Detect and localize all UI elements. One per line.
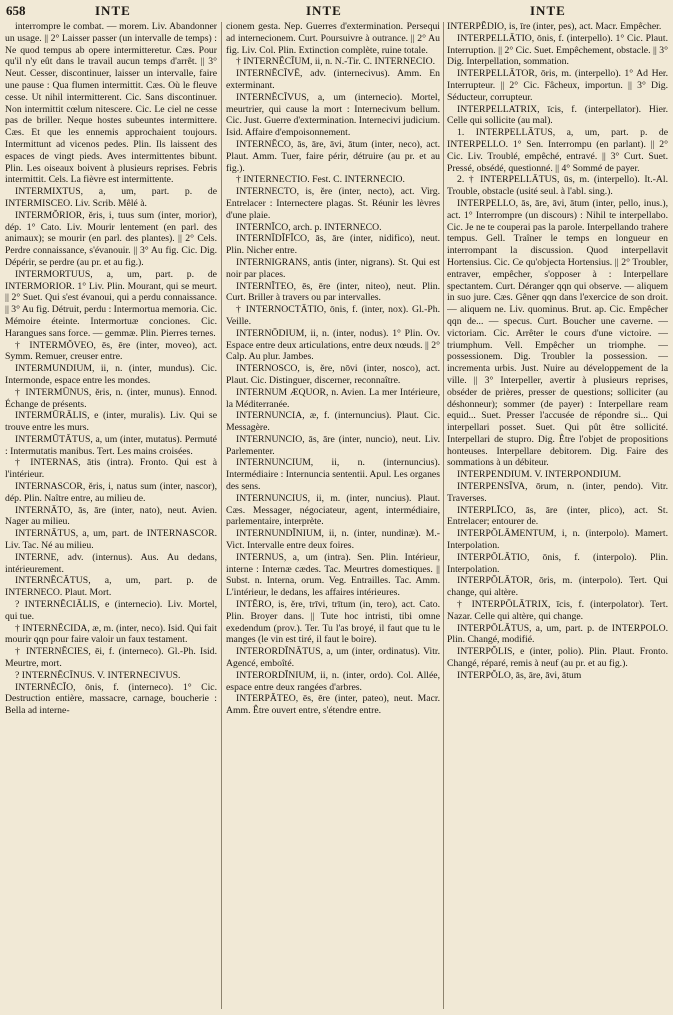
dictionary-entry: ? INTERNĔCĪNUS. V. INTERNECIVUS. [15, 669, 181, 681]
dictionary-entry: INTERNUM ÆQUOR, n. Avien. La mer Intérieure, la Méditerranée. [226, 386, 440, 410]
dictionary-entry: † INTERNAS, ātis (intra). Fronto. Qui est à l'intérieur. [5, 457, 217, 481]
page-header [0, 0, 673, 20]
column-divider [221, 22, 222, 1009]
dictionary-entry: INTERPENDIUM. V. INTERPONDIUM. [457, 469, 622, 481]
dictionary-entry: INTERNE, adv. (internus). Aus. Au dedans, intérieurement. [5, 551, 217, 575]
dictionary-entry: INTERNECTO, is, ĕre (inter, necto), act. Virg. Entrelacer : Internectere plagas. St. Réunir les lèvres d'une plaie. [226, 186, 440, 221]
page-number: 658 [6, 3, 26, 18]
dictionary-entry: INTERPŌLĀTUS, a, um, part. p. de INTERPOLO. Plin. Changé, modifié. [447, 622, 668, 646]
dictionary-entry: 2. † INTERPELLĀTUS, ūs, m. (interpello). It.-Al. Trouble, obstacle (usité seul. à l'abl. sing.). [447, 174, 668, 198]
dictionary-entry: † INTERNĔCIES, ēi, f. (interneco). Gl.-Ph. Isid. Meurtre, mort. [5, 646, 217, 670]
dictionary-entry: † INTERNĔCIDA, æ, m. (inter, neco). Isid. Qui fait mourir qqn pour faire valoir un faux testament. [5, 622, 217, 646]
dictionary-entry: † INTERMŪNUS, ĕris, n. (inter, munus). Ennod. Échange de présents. [5, 386, 217, 410]
dictionary-entry: INTERORDĬNĀTUS, a, um (inter, ordinatus). Vitr. Agencé, emboîté. [226, 646, 440, 670]
dictionary-entry: INTERNUS, a, um (intra). Sen. Plin. Intérieur, interne : Internæ cædes. Tac. Meurtres domestiques. || Subst. n. Interna, orum. Veg. Entrailles. Tac. Amm. L'intérieur, le dedans, les affaires intérieures. [226, 551, 440, 599]
dictionary-entry: INTERNUNDĬNIUM, ii, n. (inter, nundinæ). M.-Vict. Intervalle entre deux foires. [226, 528, 440, 552]
dictionary-entry: INTERNĔCĪVĒ, adv. (internecivus). Amm. En exterminant. [226, 68, 440, 91]
dictionary-entry: † INTERNĔCĪUM, ii, n. N.-Tir. C. INTERNECIO. [236, 56, 436, 68]
dictionary-entry: INTERMŎRIOR, ĕris, i, tuus sum (inter, morior), dép. 1° Cato. Liv. Mourir lentement (en parl. des animaux); se mourir (en parl. des plantes). || 2° Cels. Perdre connaissance, s'évanouir. || 3° Au fig. Cic. Dig. Dépérir, se perdre (au pr. et au fig.). [5, 209, 217, 268]
dictionary-entry: INTERPELLATRIX, īcis, f. (interpellator). Hier. Celle qui sollicite (au mal). [447, 103, 668, 127]
running-head-left: INTE [95, 3, 131, 18]
dictionary-entry: INTERMUNDIUM, ii, n. (inter, mundus). Cic. Intermonde, espace entre les mondes. [5, 363, 217, 386]
dictionary-entry: INTERNĬCO, arch. p. INTERNECO. [236, 221, 382, 233]
dictionary-entry: INTERPŎLIS, e (inter, polio). Plin. Plaut. Fronto. Changé, réparé, remis à neuf (au pr. et au fig.). [447, 646, 668, 670]
dictionary-entry: INTERNUNCIO, ās, āre (inter, nuncio), neut. Liv. Parlementer. [226, 433, 440, 457]
column-2 [226, 21, 440, 1011]
dictionary-entry: † INTERMŎVEO, ēs, ēre (inter, moveo), act. Symm. Remuer, creuser entre. [5, 339, 217, 363]
dictionary-entry: INTERNUNCIA, æ, f. (internuncius). Plaut. Cic. Messagère. [226, 410, 440, 434]
dictionary-entry: INTERNĬTEO, ēs, ēre (inter, niteo), neut. Plin. Curt. Briller à travers ou par intervalles. [226, 280, 440, 304]
dictionary-entry: 1. INTERPELLĀTUS, a, um, part. p. de INTERPELLO. 1° Sen. Interrompu (en parlant). || 2° Cic. Liv. Troublé, empêché, entravé. || 3° Curt. Suet. Pressé, obsédé, questionné. || 4° Sommé de payer. [447, 127, 668, 174]
dictionary-entry: INTERNŌDIUM, ii, n. (inter, nodus). 1° Plin. Ov. Espace entre deux articulations, entre deux nœuds. || 2° Calp. Au plur. Jambes. [226, 327, 440, 363]
dictionary-entry: INTERNOSCO, is, ĕre, nōvi (inter, nosco), act. Plaut. Cic. Distinguer, discerner, reconnaître. [226, 363, 440, 386]
dictionary-entry: † INTERPŌLĀTRIX, īcis, f. (interpolator). Tert. Nazar. Celle qui altère, qui change. [447, 599, 668, 622]
dictionary-entry: INTERORDĬNIUM, ii, n. (inter, ordo). Col. Allée, espace entre deux rangées d'arbres. [226, 669, 440, 693]
dictionary-entry: INTERPŎLO, ās, āre, āvi, ātum [457, 669, 582, 681]
dictionary-entry: INTERNUNCIUS, ii, m. (inter, nuncius). Plaut. Cæs. Messager, négociateur, agent, intermédiaire, parlementaire, interprète. [226, 492, 440, 528]
dictionary-entry: INTERPŌLĀTOR, ōris, m. (interpolo). Tert. Qui change, qui altère. [447, 575, 668, 599]
dictionary-entry: INTERNĀTO, ās, āre (inter, nato), neut. Avien. Nager au milieu. [5, 504, 217, 528]
dictionary-entry: INTERNĔCĪVUS, a, um (internecio). Mortel, meurtrier, qui cause la mort : Internecivum bellum. Cic. Just. Guerre d'extermination. Internecivi judicium. Isid. Affaire d'empoisonnement. [226, 91, 440, 139]
running-head-center: INTE [306, 3, 342, 18]
dictionary-entry: INTERNIGRANS, antis (inter, nigrans). St. Qui est noir par places. [226, 256, 440, 280]
dictionary-entry: INTERNĪDĬFĬCO, ās, āre (inter, nidifico), neut. Plin. Nicher entre. [226, 233, 440, 257]
dictionary-entry: † INTERNOCTĀTIO, ōnis, f. (inter, nox). Gl.-Ph. Veille. [226, 304, 440, 327]
dictionary-entry: ? INTERNĔCIĀLIS, e (internecio). Liv. Mortel, qui tue. [5, 599, 217, 622]
dictionary-entry: † INTERNECTIO. Fest. C. INTERNECIO. [236, 174, 405, 186]
dictionary-entry: INTERPELLĀTIO, ōnis, f. (interpello). 1° Cic. Plaut. Interruption. || 2° Cic. Suet. Empêchement, obstacle. || 3° Dig. Interpellation, sommation. [447, 32, 668, 68]
dictionary-entry: INTERPENSĪVA, ōrum, n. (inter, pendo). Vitr. Traverses. [447, 481, 668, 504]
running-head-right: INTE [530, 3, 566, 18]
column-divider [443, 22, 444, 1009]
dictionary-entry: INTĔRO, is, ĕre, trīvi, trītum (in, tero), act. Cato. Plin. Broyer dans. || Tute hoc intristi, tibi omne exedendum (prov.). Ter. Tu l'as broyé, il faut que tu le manges (le vin est tiré, il faut le boire). [226, 599, 440, 646]
dictionary-entry: INTERNĔCO, ās, āre, āvi, ātum (inter, neco), act. Plaut. Amm. Tuer, faire périr, détruire (au pr. et au fig.). [226, 138, 440, 174]
dictionary-entry: INTERMORTUUS, a, um, part. p. de INTERMORIOR. 1° Liv. Plin. Mourant, qui se meurt. || 2° Suet. Qui s'est évanoui, qui a perdu connaissance. || 3° Au fig. Détruit, perdu : Intermortua memoria. Cic. Mémoire éteinte. Intermortuæ conciones. Cic. Harangues sans force. — gemmæ. Plin. Pierres ternes. [5, 268, 217, 339]
dictionary-entry: INTERNUNCIUM, ii, n. (internuncius). Intermédiaire : Internuncia sententii. Apul. Les organes des sens. [226, 457, 440, 493]
dictionary-entry: INTERPELLO, ās, āre, āvi, ātum (inter, pello, inus.), act. 1° Interrompre (un discours) : Nihil te interpellabo. Cic. Je ne te couperai pas la parole. Interpellando trahere tempus. Gell. Traîner le temps en longueur en interrompant la discussion. Quod interpellavit Hortensius. Cic. Ce qu'objecta Hortensius. || 2° Troubler, entraver, empêcher, s'opposer à : Interpellare spectantem. Curt. Déranger qqn qui observe. — aliquem in suo jure. Cæs. Gêner qqn dans l'exercice de son droit. — aliquem ne. Liv. quominus. Brut. ap. Cic. Empêcher qqn de... — specus. Curt. Boucher une caverne. — victoriam. Cic. Arrêter le cours d'une victoire. — triumphum. Vell. Empêcher un triomphe. — possessionem. Dig. Troubler la possession. — incrementa urbis. Just. Nuire au développement de la ville. || 3° Interpeller, avertir à plusieurs reprises, obséder de prières, presser de questions; solliciter (au déshonneur); sommer (de payer) : Interpellare ream equid... Suet. Presser l'accusée de répondre si... Qui interpellari posset. Suet. Qui pût être sollicité. Interpellari de stupro. Dig. Être l'objet de propositions honteuses. Interpellare debitorem. Dig. Faire des sommations à un débiteur. [447, 197, 668, 469]
dictionary-entry: INTERNASCOR, ĕris, i, natus sum (inter, nascor), dép. Plin. Naître entre, au milieu de. [5, 481, 217, 504]
dictionary-entry: INTERNĔCĬO, ōnis, f. (interneco). 1° Cic. Destruction entière, massacre, carnage, boucherie : Bella ad interne- [5, 681, 217, 717]
dictionary-entry: INTERMIXTUS, a, um, part. p. de INTERMISCEO. Liv. Scrib. Mêlé à. [5, 186, 217, 209]
dictionary-entry: INTERPŌLĀTIO, ōnis, f. (interpolo). Plin. Interpolation. [447, 551, 668, 575]
dictionary-entry: INTERPĂTEO, ēs, ēre (inter, pateo), neut. Macr. Amm. Être ouvert entre, s'étendre entre. [226, 693, 440, 717]
dictionary-entry: INTERNĀTUS, a, um, part. de INTERNASCOR. Liv. Tac. Né au milieu. [5, 528, 217, 552]
dictionary-entry: INTERPLĬCO, ās, āre (inter, plico), act. St. Entrelacer; entourer de. [447, 504, 668, 528]
dictionary-entry: INTERPŌLĀMENTUM, i, n. (interpolo). Mamert. Interpolation. [447, 528, 668, 552]
dictionary-entry: cionem gesta. Nep. Guerres d'extermination. Persequi ad internecionem. Curt. Poursuivre à outrance. || 2° Au fig. Liv. Col. Plin. Extinction complète, ruine totale. [226, 21, 440, 56]
dictionary-entry: INTERPĔDIO, is, īre (inter, pes), act. Macr. Empêcher. [447, 21, 662, 32]
dictionary-entry: INTERNĔCĀTUS, a, um, part. p. de INTERNECO. Plaut. Mort. [5, 575, 217, 599]
column-1 [5, 21, 217, 1011]
column-3 [447, 21, 668, 1011]
dictionary-entry: INTERPELLĀTOR, ōris, m. (interpello). 1° Ad Her. Interrupteur. || 2° Cic. Fâcheux, importun. || 3° Dig. Séducteur, corrupteur. [447, 68, 668, 103]
dictionary-entry: INTERMŪRĀLIS, e (inter, muralis). Liv. Qui se trouve entre les murs. [5, 410, 217, 434]
dictionary-entry: INTERMŪTĀTUS, a, um (inter, mutatus). Permuté : Intermutatis manibus. Tert. Les mains croisées. [5, 433, 217, 457]
dictionary-entry: interrompre le combat. — morem. Liv. Abandonner un usage. || 2° Laisser passer (un intervalle de temps) : Ne quod tempus ab opere intermitteretur. Cæs. Pour qu'il n'y eût dans le travail aucun temps d'arrêt. || 3° Neut. Cesser, discontinuer, laisser un intervalle, faire une pause : Qua flumen intermittit. Cæs. Où le fleuve cesse. Ut nihil intermitterent. Cic. Sans discontinuer. Non intermittit cœlum nitescere. Cic. Le ciel ne cesse pas de briller. Neque hostes subeuntes intermittere. Cæs. Et que les ennemis approchaient toujours. Intermittunt ad vicenos pedes. Plin. Ils laissent des espaces de vingt pieds. Aves intermittentes bibunt. Plin. Les oiseaux boivent à plusieurs reprises. Febris intermittit. Cels. La fièvre est intermittente. [5, 21, 217, 186]
